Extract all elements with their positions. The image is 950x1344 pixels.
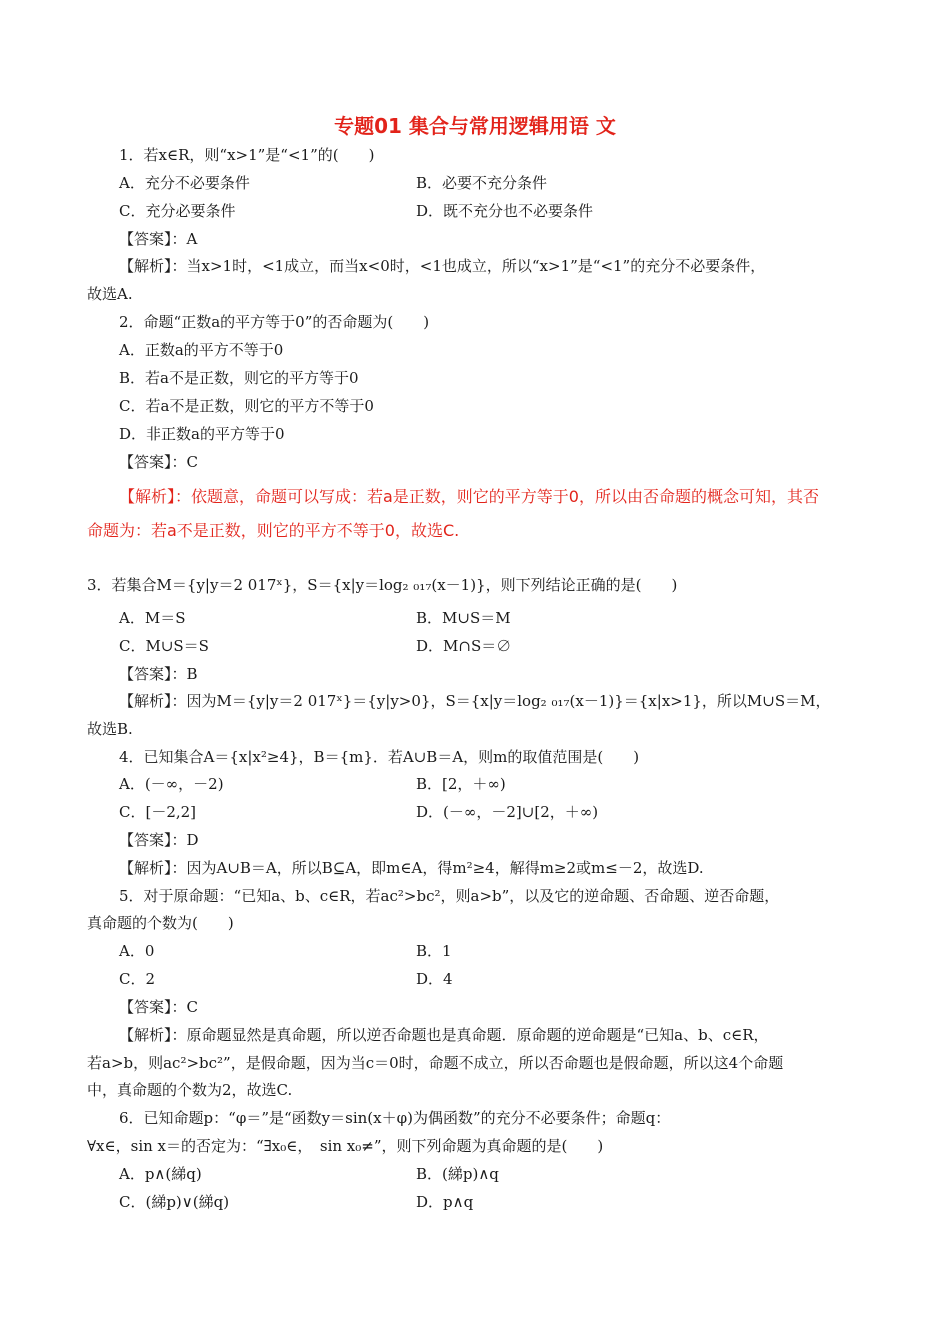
q6-option-c: C．(綈p)∨(綈q): [119, 1193, 230, 1211]
q4-stem: 4．已知集合A＝{x|x²≥4}，B＝{m}．若A∪B＝A，则m的取值范围是( ): [119, 748, 640, 766]
q5-analysis-line3: 中，真命题的个数为2，故选C.: [87, 1081, 293, 1099]
q6-option-b: B．(綈p)∧q: [416, 1165, 499, 1183]
q3-stem: 3．若集合M＝{y|y＝2 017ˣ}，S＝{x|y＝log₂ ₀₁₇(x－1)}，则下列结论正确的是( ): [87, 576, 678, 594]
q1-option-a: A．充分不必要条件: [119, 174, 250, 192]
q1-option-d: D．既不充分也不必要条件: [416, 202, 594, 220]
q1-analysis-line1: 【解析】：当x>1时，<1成立，而当x<0时，<1也成立，所以“x>1”是“<1”的充分不必要条件，: [119, 257, 766, 275]
q5-option-b: B．1: [416, 942, 452, 960]
q3-option-c: C．M∪S＝S: [119, 637, 209, 655]
q1-option-b: B．必要不充分条件: [416, 174, 548, 192]
q5-option-d: D．4: [416, 970, 453, 988]
q2-stem: 2．命题“正数a的平方等于0”的否命题为( ): [119, 313, 430, 331]
q6-option-d: D．p∧q: [416, 1193, 474, 1211]
q5-option-a: A．0: [119, 942, 155, 960]
q2-option-b: B．若a不是正数，则它的平方等于0: [119, 369, 359, 387]
q5-option-c: C．2: [119, 970, 156, 988]
q4-answer: 【答案】：D: [119, 831, 199, 849]
q6-stem-line1: 6．已知命题p：“φ＝”是“函数y＝sin(x＋φ)为偶函数”的充分不必要条件；命题q：: [119, 1109, 671, 1127]
q5-analysis-line1: 【解析】：原命题显然是真命题，所以逆否命题也是真命题．原命题的逆命题是“已知a、b、c∈R，: [119, 1026, 769, 1044]
q2-option-d: D．非正数a的平方等于0: [119, 425, 285, 443]
q3-analysis-line1: 【解析】：因为M＝{y|y＝2 017ˣ}＝{y|y>0}，S＝{x|y＝log₂ ₀₁₇(x－1)}＝{x|x>1}，所以M∪S＝M，: [119, 692, 831, 710]
q6-option-a: A．p∧(綈q): [119, 1165, 202, 1183]
q2-analysis-line2: 命题为：若a不是正数，则它的平方不等于0，故选C.: [87, 521, 460, 540]
q1-option-c: C．充分必要条件: [119, 202, 236, 220]
q1-answer: 【答案】：A: [119, 230, 198, 248]
q5-stem-line2: 真命题的个数为( ): [87, 914, 234, 932]
q4-analysis: 【解析】：因为A∪B＝A，所以B⊆A，即m∈A，得m²≥4，解得m≥2或m≤－2，故选D.: [119, 859, 704, 877]
q4-option-b: B．[2，＋∞): [416, 775, 506, 793]
q5-stem-line1: 5．对于原命题：“已知a、b、c∈R，若ac²>bc²，则a>b”，以及它的逆命题、否命题、逆否命题，: [119, 887, 780, 905]
q5-analysis-line2: 若a>b，则ac²>bc²”，是假命题，因为当c＝0时，命题不成立，所以否命题也是假命题，所以这4个命题: [87, 1054, 784, 1072]
q3-answer: 【答案】：B: [119, 665, 198, 683]
q1-stem: 1．若x∈R，则“x>1”是“<1”的( ): [119, 146, 375, 164]
page-title: 专题01 集合与常用逻辑用语 文: [334, 114, 616, 138]
q2-option-c: C．若a不是正数，则它的平方不等于0: [119, 397, 374, 415]
q4-option-a: A．(－∞，－2): [119, 775, 224, 793]
q3-analysis-line2: 故选B.: [87, 720, 133, 738]
q3-option-b: B．M∪S＝M: [416, 609, 511, 627]
q5-answer: 【答案】：C: [119, 998, 198, 1016]
q3-option-d: D．M∩S＝∅: [416, 637, 512, 655]
q4-option-d: D．(－∞，－2]∪[2，＋∞): [416, 803, 599, 821]
q3-option-a: A．M＝S: [119, 609, 186, 627]
q6-stem-line2: ∀x∈，sin x＝的否定为：“∃x₀∈， sin x₀≠”，则下列命题为真命题的是( ): [87, 1137, 604, 1155]
q2-answer: 【答案】：C: [119, 453, 198, 471]
q4-option-c: C．[－2,2]: [119, 803, 197, 821]
q2-option-a: A．正数a的平方不等于0: [119, 341, 284, 359]
q1-analysis-line2: 故选A.: [87, 285, 133, 303]
q2-analysis-line1: 【解析】：依题意，命题可以写成：若a是正数，则它的平方等于0，所以由否命题的概念可知，其否: [119, 487, 819, 506]
